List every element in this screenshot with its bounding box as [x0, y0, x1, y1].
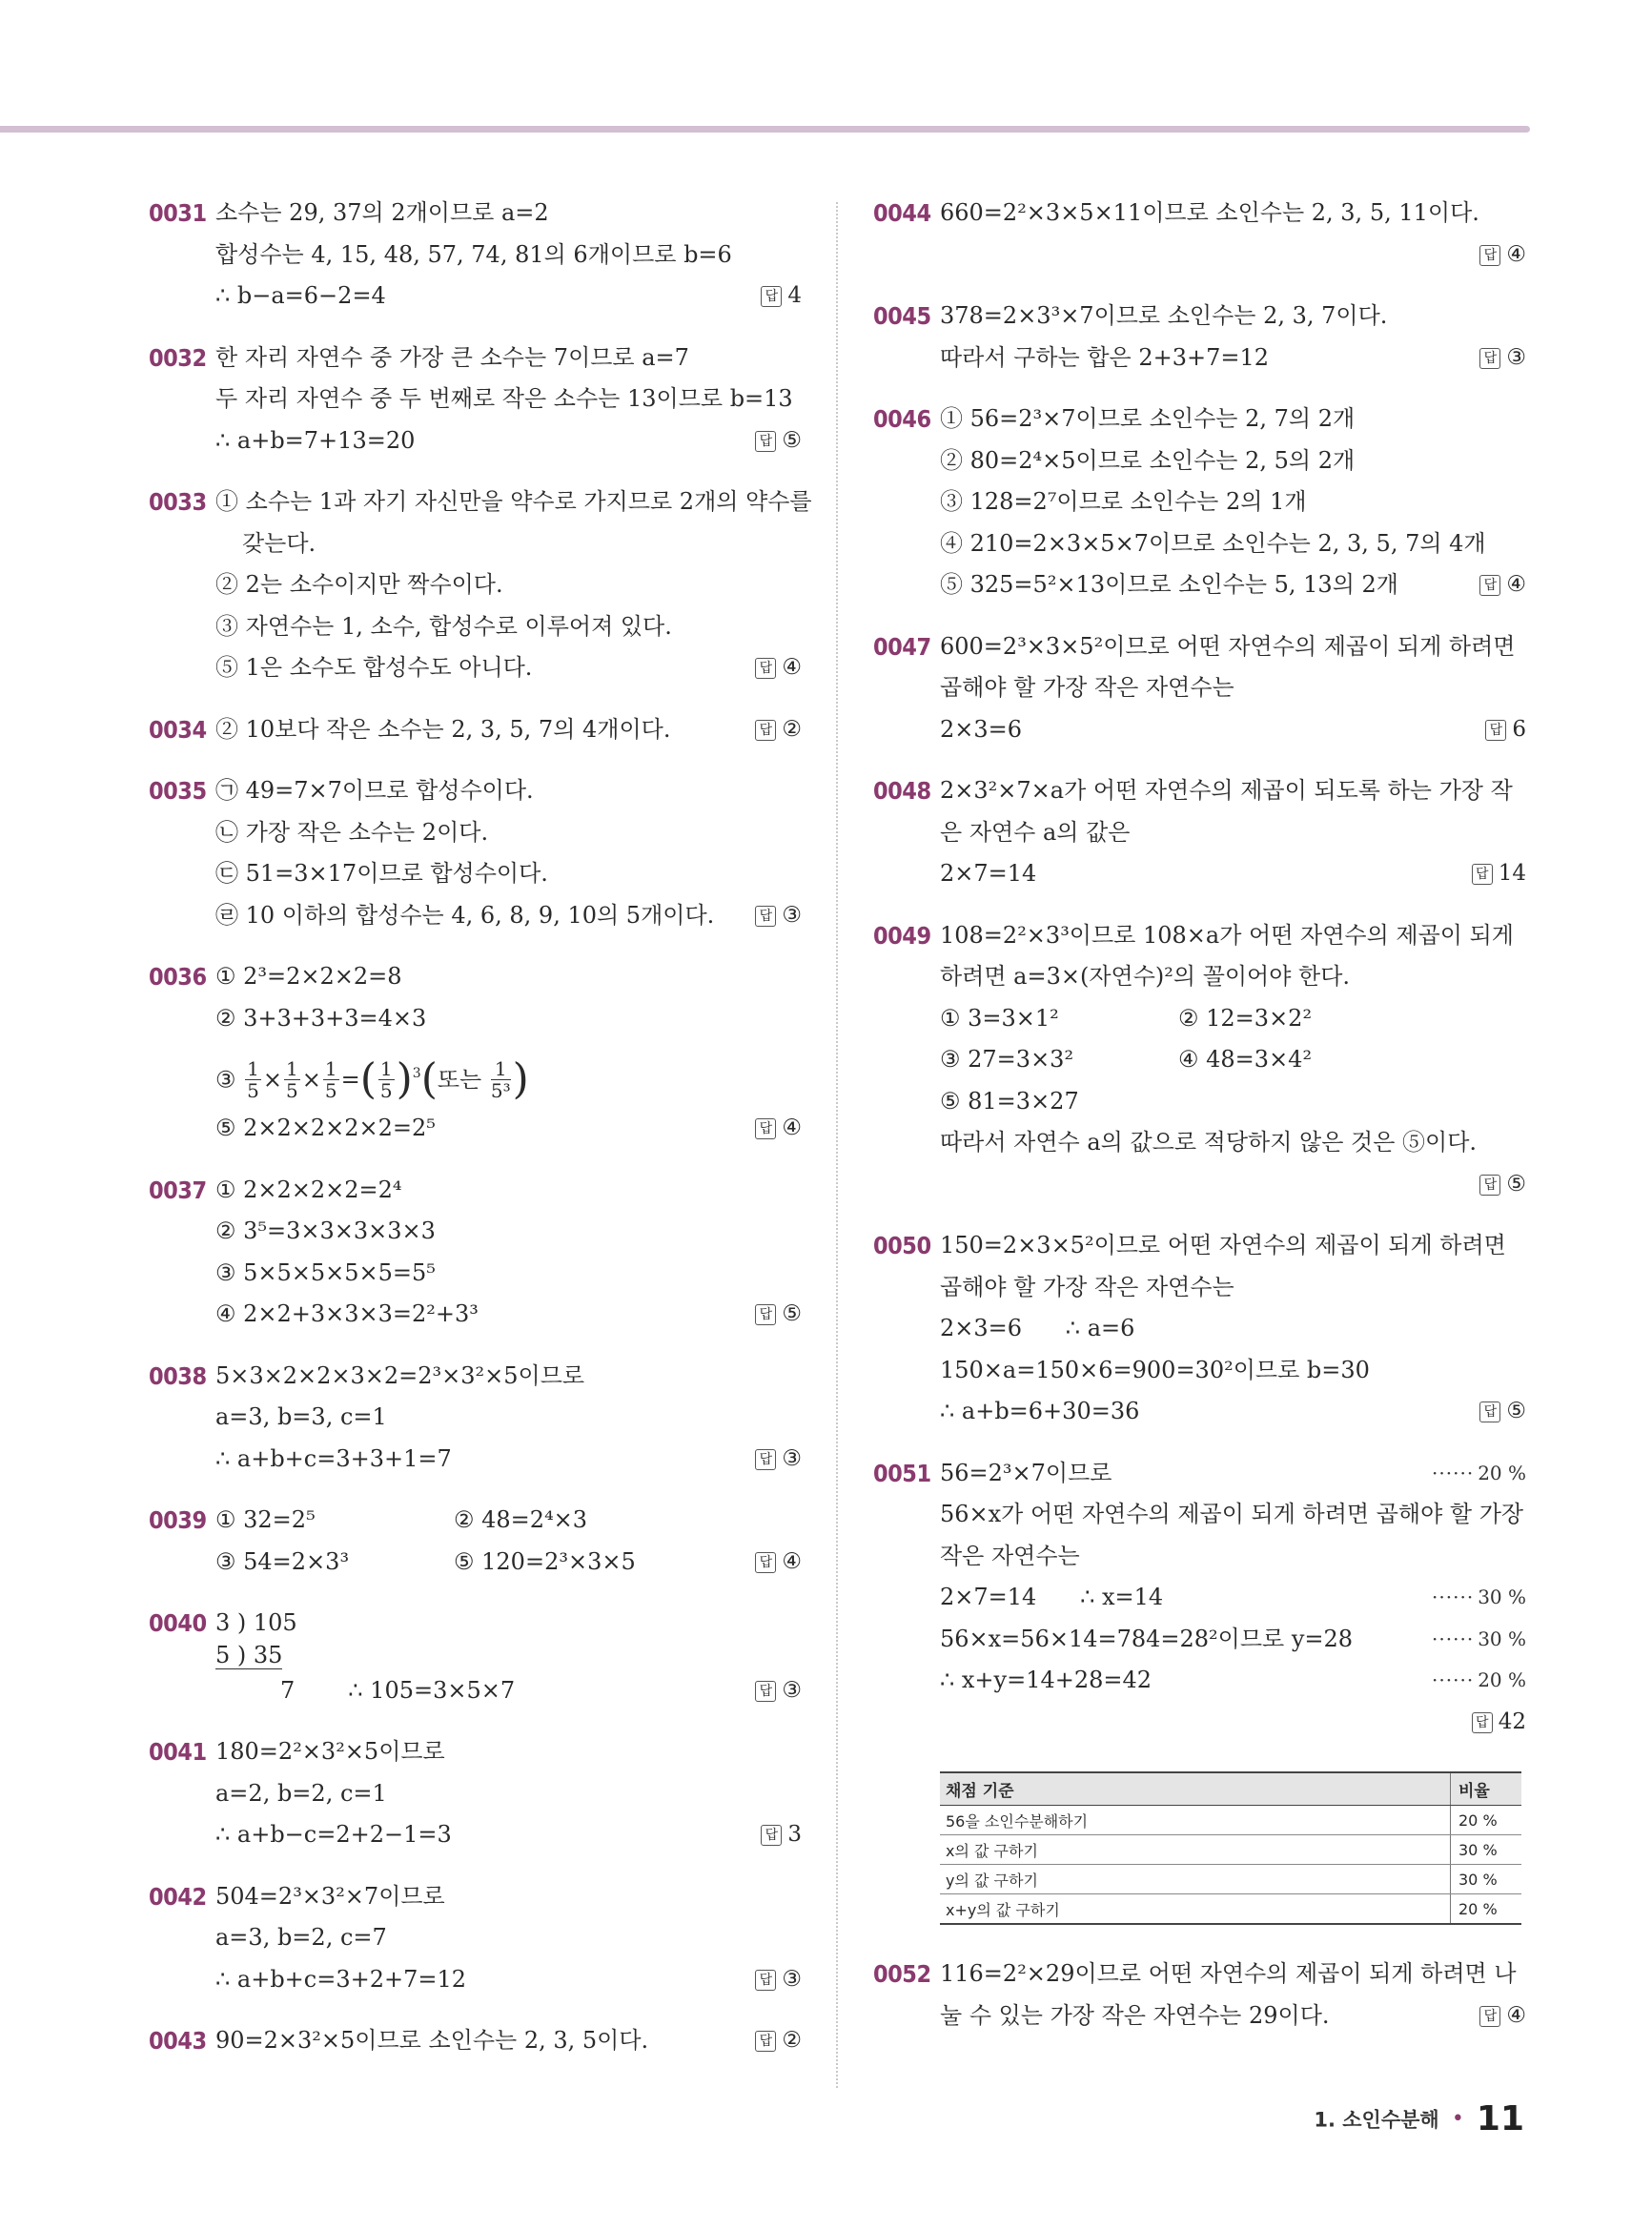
table-cell: x+y의 값 구하기 — [940, 1894, 1451, 1925]
answer — [1479, 1995, 1526, 2037]
problem-number: 0044 — [873, 199, 931, 227]
table-cell: 30 % — [1451, 1835, 1522, 1865]
solution-line: ② 3+3+3+3=4×3 — [215, 1004, 427, 1032]
answer-value: ② — [782, 716, 802, 742]
partial-score — [1432, 1660, 1526, 1702]
solution-line: 600=2³×3×5²이므로 어떤 자연수의 제곱이 되게 하려면 — [940, 632, 1516, 660]
alt-text: 또는 — [437, 1066, 482, 1094]
solution-line: ① 소수는 1과 자기 자신만을 약수로 가지므로 2개의 약수를 — [215, 488, 812, 515]
answer-value: 6 — [1512, 716, 1526, 742]
table-cell: 30 % — [1451, 1865, 1522, 1894]
solution-line: ④ 2×2+3×3×3=2²+3³ — [215, 1300, 479, 1327]
problem-number: 0050 — [873, 1232, 931, 1259]
solution-line: 5×3×2×2×3×2=2³×3²×5이므로 — [215, 1361, 585, 1389]
problem-0048 — [873, 770, 1526, 895]
answer — [755, 1439, 802, 1481]
answer-value: ④ — [1506, 2002, 1526, 2028]
problem-0043 — [149, 2020, 802, 2062]
table-row — [940, 1865, 1521, 1894]
solution-line: 90=2×3²×5이므로 소인수는 2, 3, 5이다. — [215, 2027, 649, 2054]
problem-0037 — [149, 1170, 802, 1336]
solution-line: ㉣ 10 이하의 합성수는 4, 6, 8, 9, 10의 5개이다. — [215, 901, 715, 929]
solution-line: 504=2³×3²×7이므로 — [215, 1882, 445, 1910]
answer — [755, 709, 802, 751]
problem-0046 — [873, 399, 1526, 606]
leader-dots: ······ — [1432, 1668, 1475, 1691]
solution-line: ② 12=3×2² — [1178, 1004, 1313, 1032]
fraction — [491, 1058, 511, 1101]
problem-number: 0035 — [149, 777, 207, 805]
partial-score — [1432, 1619, 1526, 1661]
denominator: 5 — [247, 1079, 259, 1102]
problem-0032 — [149, 338, 802, 462]
solution-line: 2×7=14 ∴ x=14 — [940, 1584, 1164, 1610]
score-percent: 30 % — [1478, 1586, 1526, 1608]
answer — [1472, 1702, 1526, 1744]
solution-line: ㉠ 49=7×7이므로 합성수이다. — [215, 777, 534, 804]
partial-score — [1432, 1453, 1526, 1495]
solution-line: 2×3²×7×a가 어떤 자연수의 제곱이 되도록 하는 가장 작 — [940, 777, 1513, 804]
solution-line: ③ 자연수는 1, 소수, 합성수로 이루어져 있다. — [215, 612, 672, 640]
answer-value: ② — [782, 2028, 802, 2053]
solution-line: ② 3⁵=3×3×3×3×3 — [215, 1217, 436, 1244]
solution-line: 2×3=6 ∴ a=6 — [940, 1315, 1135, 1341]
answer — [755, 1542, 802, 1584]
answer-mark-icon: 답 — [1479, 348, 1500, 369]
problem-number: 0034 — [149, 715, 207, 744]
denominator: 5 — [324, 1079, 337, 1102]
problem-0041 — [149, 1731, 802, 1856]
solution-line: 56=2³×7이므로 — [940, 1459, 1112, 1486]
right-column — [873, 193, 1526, 2056]
answer-value: ③ — [1506, 344, 1526, 370]
answer-mark-icon: 답 — [1472, 1712, 1493, 1733]
table-cell: 20 % — [1451, 1894, 1522, 1925]
fraction — [284, 1058, 300, 1101]
problem-0047 — [873, 626, 1526, 751]
solution-line: 합성수는 4, 15, 48, 57, 74, 81의 6개이므로 b=6 — [215, 240, 732, 268]
fraction — [245, 1058, 261, 1101]
numerator: 1 — [324, 1057, 337, 1080]
solution-line: ⑤ 325=5²×13이므로 소인수는 5, 13의 2개 — [940, 571, 1398, 598]
solution-line: ∴ x+y=14+28=42 — [940, 1667, 1152, 1693]
answer-value: ④ — [1506, 572, 1526, 597]
table-header: 채점 기준 — [940, 1772, 1451, 1806]
answer-value: ④ — [782, 1548, 802, 1574]
column-divider — [836, 202, 838, 2088]
fraction — [323, 1058, 339, 1101]
solution-line: 660=2²×3×5×11이므로 소인수는 2, 3, 5, 11이다. — [940, 199, 1479, 226]
table-row — [940, 1806, 1521, 1835]
answer-value: 4 — [787, 283, 802, 308]
answer-mark-icon: 답 — [755, 658, 776, 679]
problem-number: 0043 — [149, 2027, 207, 2055]
problem-number: 0049 — [873, 921, 931, 950]
problem-0031 — [149, 193, 802, 317]
solution-line: 갖는다. — [242, 529, 316, 557]
problem-0040 — [149, 1603, 802, 1711]
problem-0038 — [149, 1356, 802, 1481]
problem-0034 — [149, 709, 802, 751]
solution-line: ② 48=2⁴×3 — [454, 1506, 588, 1533]
solution-line: 150×a=150×6=900=30²이므로 b=30 — [940, 1356, 1370, 1383]
solution-line: ② 2는 소수이지만 짝수이다. — [215, 571, 503, 598]
problem-0039 — [149, 1500, 802, 1583]
division-remainder: 7 — [280, 1677, 296, 1704]
answer — [1479, 235, 1526, 276]
solution-line: ② 10보다 작은 소수는 2, 3, 5, 7의 4개이다. — [215, 715, 671, 743]
denominator: 5 — [286, 1079, 298, 1102]
partial-score — [1432, 1577, 1526, 1619]
answer-value: ⑤ — [782, 1301, 802, 1326]
bullet-icon: • — [1451, 2107, 1464, 2131]
leader-dots: ······ — [1432, 1586, 1475, 1608]
answer-mark-icon: 답 — [755, 720, 776, 741]
answer-mark-icon: 답 — [755, 431, 776, 452]
solution-line: ④ 210=2×3×5×7이므로 소인수는 2, 3, 5, 7의 4개 — [940, 529, 1486, 557]
problem-number: 0046 — [873, 405, 931, 433]
problem-number: 0038 — [149, 1361, 207, 1390]
answer — [761, 1814, 802, 1856]
answer-mark-icon: 답 — [1479, 575, 1500, 596]
answer-mark-icon: 답 — [755, 1552, 776, 1573]
numerator: 1 — [379, 1057, 393, 1080]
problem-0052 — [873, 1954, 1526, 2036]
denominator: 5 — [379, 1079, 393, 1102]
problem-number: 0036 — [149, 963, 207, 991]
answer-mark-icon: 답 — [761, 286, 782, 307]
fraction — [378, 1058, 395, 1101]
solution-line: 은 자연수 a의 값은 — [940, 818, 1131, 846]
table-cell: 56을 소인수분해하기 — [940, 1806, 1451, 1835]
table-cell: y의 값 구하기 — [940, 1865, 1451, 1894]
answer — [1479, 1391, 1526, 1433]
answer-value: ⑤ — [1506, 1399, 1526, 1423]
problem-number: 0031 — [149, 199, 207, 227]
problem-number: 0051 — [873, 1459, 931, 1487]
answer-mark-icon: 답 — [1485, 720, 1506, 741]
problem-number: 0040 — [149, 1609, 207, 1637]
answer-mark-icon: 답 — [755, 1681, 776, 1702]
choice-marker: ③ — [215, 1066, 236, 1094]
solution-line: ⑤ 2×2×2×2×2=2⁵ — [215, 1115, 436, 1141]
problem-number: 0042 — [149, 1882, 207, 1911]
answer-value: ④ — [782, 1115, 802, 1140]
solution-line: ③ 27=3×3² — [940, 1046, 1074, 1073]
score-percent: 20 % — [1478, 1461, 1526, 1484]
answer — [761, 276, 802, 317]
solution-line: 작은 자연수는 — [940, 1542, 1080, 1569]
answer-value: ④ — [1506, 241, 1526, 267]
denominator: 5³ — [490, 1079, 511, 1102]
header-rule — [0, 126, 1530, 133]
solution-line: ⑤ 81=3×27 — [940, 1087, 1079, 1115]
solution-line: ∴ b−a=6−2=4 — [215, 282, 386, 309]
answer-mark-icon: 답 — [1479, 245, 1500, 266]
solution-line: 곱해야 할 가장 작은 자연수는 — [940, 1273, 1234, 1300]
solution-line: 378=2×3³×7이므로 소인수는 2, 3, 7이다. — [940, 302, 1388, 329]
solution-line: ∴ a+b+c=3+3+1=7 — [215, 1444, 452, 1472]
table-row — [940, 1835, 1521, 1865]
solution-line: 눌 수 있는 가장 작은 자연수는 29이다. — [940, 2001, 1330, 2029]
answer-mark-icon: 답 — [1472, 864, 1493, 885]
answer-value: 3 — [787, 1822, 802, 1847]
table-header-row — [940, 1772, 1521, 1806]
problem-number: 0039 — [149, 1506, 207, 1534]
answer — [1472, 853, 1526, 895]
division-ladder — [215, 1603, 802, 1711]
answer — [755, 1959, 802, 2001]
solution-line: 곱해야 할 가장 작은 자연수는 — [940, 674, 1234, 701]
answer — [755, 1108, 802, 1150]
fraction-line: ③ $\frac{1}{5}$ × $\frac{1}{5}$ × $\frac{1}{5}$ =( $\frac{1}{5}$ )$^3$(또는 $\frac{1}{\text{5³}}$ ) — [215, 1054, 529, 1104]
problem-number: 0032 — [149, 343, 207, 372]
solution-line: a=2, b=2, c=1 — [215, 1779, 387, 1807]
solution-line: ③ 54=2×3³ — [215, 1547, 350, 1575]
answer-mark-icon: 답 — [755, 2031, 776, 2052]
solution-line: a=3, b=3, c=1 — [215, 1403, 387, 1430]
solution-line: ∴ a+b=7+13=20 — [215, 426, 416, 454]
numerator: 1 — [247, 1057, 259, 1080]
solution-line: 따라서 구하는 합은 2+3+7=12 — [940, 343, 1270, 371]
answer — [1479, 1164, 1526, 1206]
answer-value: ⑤ — [1506, 1171, 1526, 1197]
solution-line: 108=2²×3³이므로 108×a가 어떤 자연수의 제곱이 되게 — [940, 921, 1514, 949]
solution-line: 180=2²×3²×5이므로 — [215, 1738, 445, 1765]
answer-mark-icon: 답 — [761, 1825, 782, 1846]
answer-mark-icon: 답 — [755, 1118, 776, 1139]
answer-value: ③ — [782, 1966, 802, 1992]
leader-dots: ······ — [1432, 1461, 1475, 1484]
solution-line: 따라서 자연수 a의 값으로 적당하지 않은 것은 ⑤이다. — [940, 1129, 1478, 1156]
score-percent: 20 % — [1478, 1668, 1526, 1691]
scoring-table — [940, 1771, 1521, 1925]
answer-mark-icon: 답 — [755, 906, 776, 927]
problem-number: 0052 — [873, 1960, 931, 1988]
answer — [1485, 709, 1526, 751]
left-column — [149, 193, 812, 2082]
table-row — [940, 1894, 1521, 1925]
answer — [755, 2020, 802, 2062]
leader-dots: ······ — [1432, 1626, 1475, 1650]
table-cell: x의 값 구하기 — [940, 1835, 1451, 1865]
problem-0033 — [149, 481, 812, 689]
problem-0042 — [149, 1876, 802, 2001]
solution-line: ① 2³=2×2×2=8 — [215, 963, 402, 990]
answer — [755, 647, 802, 689]
problem-number: 0037 — [149, 1176, 207, 1204]
answer-value: ⑤ — [782, 427, 802, 453]
answer-value: 42 — [1498, 1708, 1526, 1734]
problem-0049 — [873, 915, 1526, 1206]
solution-line: ② 80=2⁴×5이므로 소인수는 2, 5의 2개 — [940, 446, 1356, 474]
section-title: 1. 소인수분해 — [1314, 2108, 1439, 2132]
problem-number: 0048 — [873, 777, 931, 805]
solution-line: 2×3=6 — [940, 715, 1023, 743]
solution-line: 하려면 a=3×(자연수)²의 꼴이어야 한다. — [940, 963, 1351, 990]
answer-value: ③ — [782, 1445, 802, 1471]
solution-line: ㉡ 가장 작은 소수는 2이다. — [215, 818, 489, 846]
solution-line: ① 2×2×2×2=2⁴ — [215, 1176, 402, 1203]
solution-line: ∴ a+b=6+30=36 — [940, 1398, 1140, 1424]
problem-number: 0045 — [873, 302, 931, 330]
problem-0050 — [873, 1225, 1526, 1433]
solution-line: 56×x=56×14=784=28²이므로 y=28 — [940, 1625, 1354, 1652]
solution-line: a=3, b=2, c=7 — [215, 1924, 387, 1951]
solution-line: ① 3=3×1² — [940, 1004, 1059, 1032]
answer-mark-icon: 답 — [755, 1449, 776, 1470]
answer-value: ④ — [782, 655, 802, 680]
numerator: 1 — [286, 1057, 298, 1080]
answer-value: ③ — [782, 902, 802, 928]
solution-line: ③ 128=2⁷이므로 소인수는 2의 1개 — [940, 488, 1307, 515]
solution-line: ∴ a+b−c=2+2−1=3 — [215, 1821, 452, 1848]
page-footer — [1314, 2099, 1524, 2138]
answer-value: ③ — [782, 1678, 802, 1703]
answer — [755, 1673, 802, 1708]
solution-line: 두 자리 자연수 중 두 번째로 작은 소수는 13이므로 b=13 — [215, 385, 793, 412]
solution-line: ∴ a+b+c=3+2+7=12 — [215, 1965, 467, 1993]
problem-number: 0047 — [873, 632, 931, 661]
solution-line: ① 32=2⁵ — [215, 1506, 316, 1533]
solution-line: ㉢ 51=3×17이므로 합성수이다. — [215, 860, 548, 887]
answer — [755, 895, 802, 937]
solution-line: ∴ 105=3×5×7 — [348, 1677, 516, 1704]
solution-line: 2×7=14 — [940, 860, 1037, 887]
division-step: 5 ) 35 — [215, 1642, 283, 1668]
answer — [1479, 564, 1526, 606]
answer-mark-icon: 답 — [1479, 1401, 1500, 1422]
solution-line: ④ 48=3×4² — [1178, 1046, 1313, 1073]
page-number: 11 — [1476, 2099, 1524, 2138]
solution-line: 116=2²×29이므로 어떤 자연수의 제곱이 되게 하려면 나 — [940, 1960, 1517, 1987]
solution-line: 150=2×3×5²이므로 어떤 자연수의 제곱이 되게 하려면 — [940, 1232, 1506, 1258]
problem-number: 0041 — [149, 1738, 207, 1766]
score-percent: 30 % — [1478, 1626, 1526, 1650]
solution-line: ③ 5×5×5×5×5=5⁵ — [215, 1258, 436, 1286]
problem-0044 — [873, 193, 1526, 276]
solution-line: ⑤ 1은 소수도 합성수도 아니다. — [215, 654, 533, 681]
problem-0035 — [149, 770, 802, 936]
exponent: 3 — [412, 1066, 421, 1081]
answer-mark-icon: 답 — [755, 1304, 776, 1325]
answer — [755, 420, 802, 462]
problem-0051 — [873, 1453, 1526, 1744]
solution-line: 한 자리 자연수 중 가장 큰 소수는 7이므로 a=7 — [215, 343, 689, 371]
table-cell: 20 % — [1451, 1806, 1522, 1835]
answer-mark-icon: 답 — [1479, 1175, 1500, 1196]
answer — [1479, 338, 1526, 379]
answer-value: 14 — [1498, 861, 1526, 886]
problem-0045 — [873, 296, 1526, 378]
problem-number: 0033 — [149, 488, 207, 516]
answer — [755, 1294, 802, 1336]
solution-line: ① 56=2³×7이므로 소인수는 2, 7의 2개 — [940, 405, 1356, 432]
numerator: 1 — [491, 1058, 511, 1080]
answer-mark-icon: 답 — [755, 1970, 776, 1991]
problem-0036 — [149, 956, 802, 1150]
solution-line: ⑤ 120=2³×3×5 — [454, 1547, 636, 1575]
division-step: 3 ) 105 — [215, 1609, 297, 1636]
table-header: 비율 — [1451, 1772, 1522, 1806]
answer-mark-icon: 답 — [1479, 2006, 1500, 2027]
solution-line: 56×x가 어떤 자연수의 제곱이 되게 하려면 곱해야 할 가장 — [940, 1501, 1524, 1527]
solution-line: 소수는 29, 37의 2개이므로 a=2 — [215, 199, 549, 226]
